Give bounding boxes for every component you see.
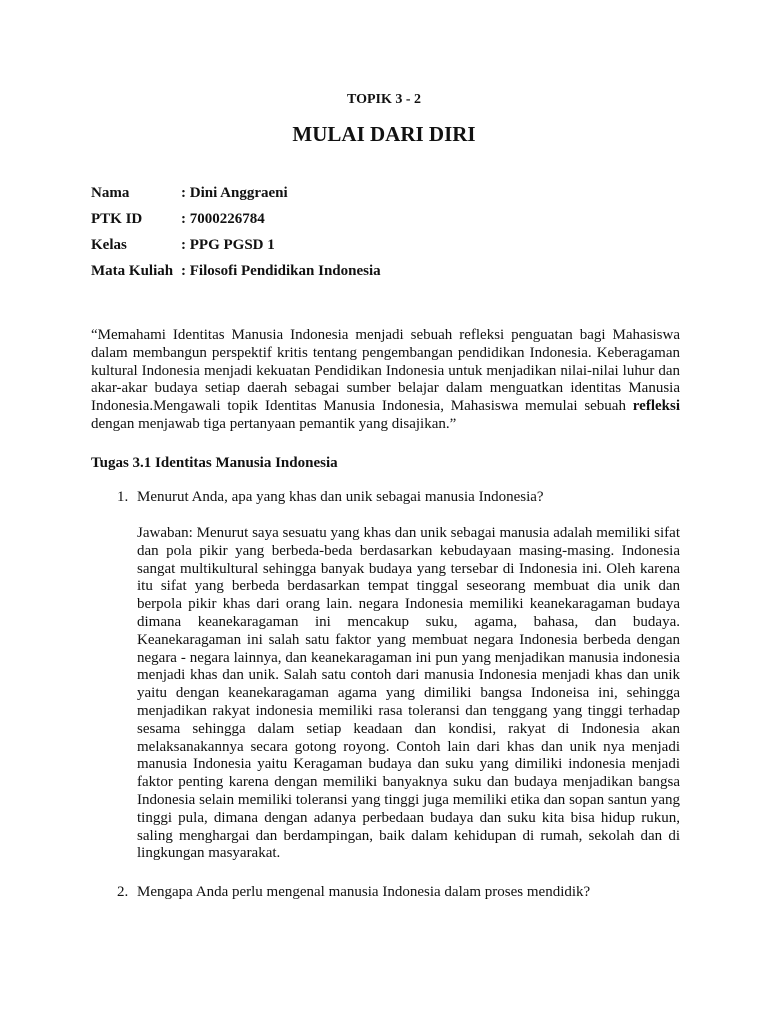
identity-info: [91, 183, 691, 287]
intro-text: “Memahami Identitas Manusia Indonesia menjadi sebuah refleksi penguatan bagi Mahasiswa dalam membangun perspektif kritis tentang pengembangan pendidikan Indonesia. Keberagaman kultural Indonesia menjadi kekuatan Pendidikan Indonesia untuk menjadikan nilai-nilai luhur dan akar-akar budaya setiap daerah sebagai sumber belajar dalam menguatkan identitas Manusia Indonesia.Mengawali topik Identitas Manusia Indonesia, Mahasiswa memulai sebuah: [91, 327, 680, 415]
info-label: Nama: [91, 185, 130, 201]
intro-text-end: dengan menjawab tiga pertanyaan pemantik yang disajikan.”: [91, 415, 457, 432]
question-number: 2.: [117, 884, 129, 900]
section-heading: Tugas 3.1 Identitas Manusia Indonesia: [91, 455, 338, 471]
info-value: : PPG PGSD 1: [181, 237, 275, 253]
question-text: Menurut Anda, apa yang khas dan unik sebagai manusia Indonesia?: [137, 489, 544, 505]
info-label: PTK ID: [91, 211, 143, 227]
info-label: Kelas: [91, 237, 127, 253]
info-value: : Filosofi Pendidikan Indonesia: [181, 263, 381, 279]
info-value: : Dini Anggraeni: [181, 185, 288, 201]
info-row-ptk-id: [91, 209, 691, 235]
answer-paragraph: Jawaban: Menurut saya sesuatu yang khas dan unik sebagai manusia adalah memiliki sifat dan pola pikir yang berbeda-beda berdasarkan kebudayaan masing-masing. Indonesia sangat multikultural sehingga banyak budaya yang tersebar di Indonesia ini. Oleh karena itu sifat yang berbeda berdasarkan tempat tinggal seseorang membuat dia unik dan berpola pikir khas dari orang lain. negara Indonesia memiliki keanekaragaman budaya dimana keanekaragaman ini mencakup suku, agama, bahasa, dan budaya. Keanekaragaman ini salah satu faktor yang membuat negara Indonesia berbeda dengan negara - negara lainnya, dan keanekaragaman ini pun yang menjadikan manusia indonesia menjadi khas dan unik. Salah satu contoh dari manusia Indonesia menjadi khas dan unik yaitu dengan keanekaragaman agama yang dimiliki bangsa Indoneisa ini, sehingga menjadikan rakyat indonesia memiliki rasa toleransi dan tenggang yang tinggi terhadap sesama sehingga dalam setiap keadaan dan kondisi, rakyat di Indonesia akan melaksanakannya secara gotong royong. Contoh lain dari khas dan unik nya menjadi manusia Indonesia yaitu Keragaman budaya dan suku yang dimiliki indonesia menjadi faktor penting karena dengan memiliki banyaknya suku dan budaya menjadikan bangsa Indonesia selain memiliki toleransi yang tinggi juga memiliki etika dan sopan santun yang tinggi pula, dimana dengan adanya perbedaan budaya dan suku kita bisa hidup rukun, saling menghargai dan berdampingan, baik dalam kehidupan di rumah, sekolah dan di lingkungan masyarakat.: [137, 525, 680, 862]
info-row-kelas: [91, 235, 691, 261]
info-row-name: [91, 183, 691, 209]
question-number: 1.: [117, 489, 129, 505]
intro-bold-word: refleksi: [632, 398, 680, 415]
intro-paragraph: [91, 327, 680, 434]
question-text: Mengapa Anda perlu mengenal manusia Indonesia dalam proses mendidik?: [137, 884, 591, 900]
info-value: : 7000226784: [181, 211, 265, 227]
page-title: MULAI DARI DIRI: [292, 122, 476, 146]
info-row-mata-kuliah: [91, 261, 691, 287]
info-label: Mata Kuliah: [91, 263, 174, 279]
topic-label: TOPIK 3 - 2: [346, 92, 422, 107]
